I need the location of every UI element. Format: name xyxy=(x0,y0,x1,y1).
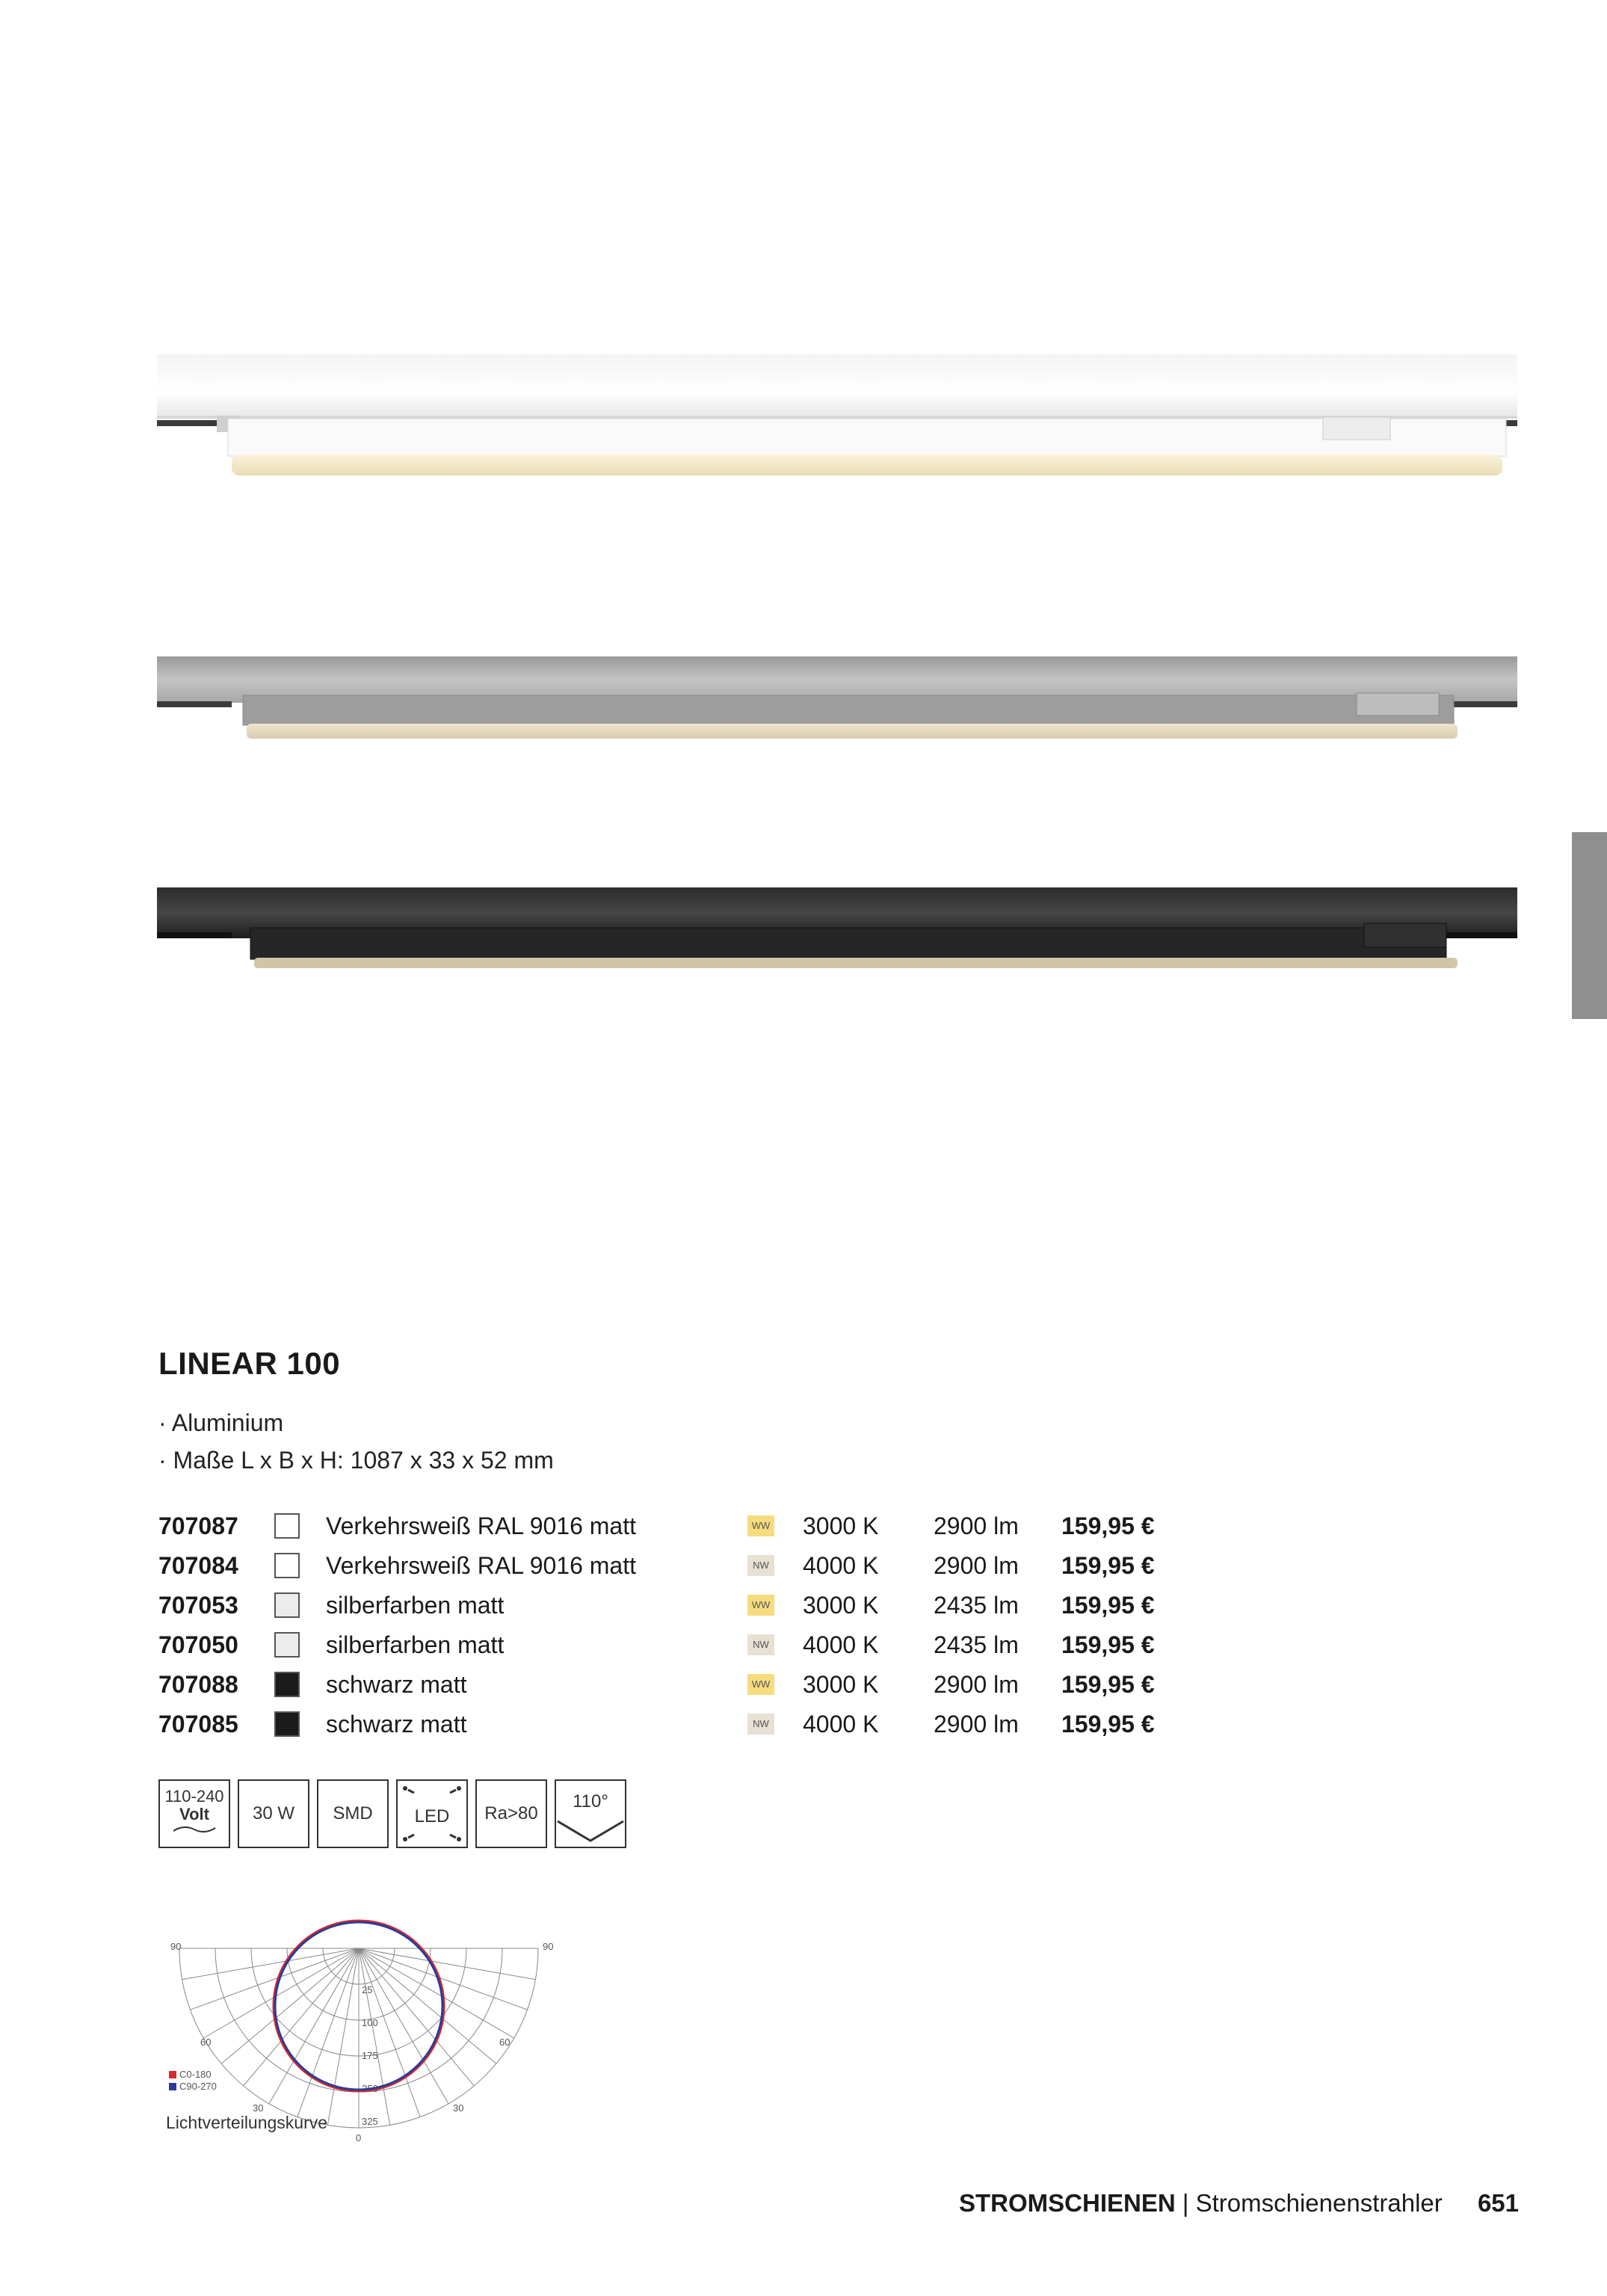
voltage-icon xyxy=(158,1779,230,1848)
legend-swatch-c90-270 xyxy=(169,2083,176,2090)
product-image-silver xyxy=(157,652,1517,749)
feature-dimensions: · Maße L x B x H: 1087 x 33 x 52 mm xyxy=(158,1447,554,1474)
footer-separator: | xyxy=(1182,2189,1189,2217)
chart-radial-label: 325 xyxy=(362,2116,378,2127)
color-temperature-badge: NW xyxy=(747,1714,774,1735)
voltage-unit: Volt xyxy=(179,1805,209,1823)
chart-radial-label: 100 xyxy=(362,2017,378,2028)
color-name: schwarz matt xyxy=(326,1711,467,1738)
color-swatch xyxy=(274,1513,300,1539)
color-temperature: 3000 K xyxy=(803,1592,879,1619)
beam-angle-icon xyxy=(555,1779,626,1848)
color-swatch xyxy=(274,1711,300,1737)
chart-angle-label: 90 xyxy=(543,1941,554,1952)
price: 159,95 € xyxy=(1061,1592,1155,1619)
product-image-white xyxy=(157,351,1517,493)
color-name: silberfarben matt xyxy=(326,1631,505,1658)
legend-swatch-c0-180 xyxy=(169,2071,176,2078)
price: 159,95 € xyxy=(1061,1512,1155,1539)
luminous-flux: 2900 lm xyxy=(934,1711,1019,1738)
article-number: 707087 xyxy=(158,1512,238,1539)
variant-row xyxy=(158,1665,1205,1704)
price: 159,95 € xyxy=(1061,1631,1155,1658)
variant-row xyxy=(158,1586,1205,1625)
price: 159,95 € xyxy=(1061,1671,1155,1698)
chart-caption: Lichtverteilungskurve xyxy=(166,2113,328,2132)
color-temperature-badge: WW xyxy=(747,1515,774,1536)
chart-angle-label: 30 xyxy=(453,2102,464,2114)
article-number: 707085 xyxy=(158,1711,238,1738)
price: 159,95 € xyxy=(1061,1552,1155,1579)
color-swatch xyxy=(274,1672,300,1697)
color-temperature-badge: WW xyxy=(747,1674,774,1695)
color-name: schwarz matt xyxy=(326,1671,467,1698)
chart-angle-label: 60 xyxy=(499,2037,511,2048)
color-temperature: 4000 K xyxy=(803,1711,879,1738)
article-number: 707053 xyxy=(158,1592,238,1619)
feature-material: · Aluminium xyxy=(158,1409,284,1436)
variant-row xyxy=(158,1705,1205,1743)
color-swatch xyxy=(274,1632,300,1658)
wave-icon xyxy=(172,1824,217,1835)
led-icon xyxy=(396,1779,468,1848)
footer-subsection: Stromschienenstrahler xyxy=(1195,2189,1443,2217)
voltage-range: 110-240 xyxy=(164,1787,224,1806)
product-title: LINEAR 100 xyxy=(158,1346,341,1381)
color-temperature: 4000 K xyxy=(803,1631,879,1658)
variant-row xyxy=(158,1625,1205,1664)
luminous-flux: 2900 lm xyxy=(934,1671,1019,1698)
color-temperature: 3000 K xyxy=(803,1512,879,1539)
wattage-icon: 30 W xyxy=(238,1779,309,1848)
legend-label-c0-180: C0-180 xyxy=(179,2069,212,2080)
legend-label-c90-270: C90-270 xyxy=(179,2081,217,2092)
footer xyxy=(959,2189,1519,2217)
chart-legend xyxy=(169,2069,217,2092)
color-name: Verkehrsweiß RAL 9016 matt xyxy=(326,1552,636,1579)
article-number: 707050 xyxy=(158,1631,238,1658)
chart-angle-label: 60 xyxy=(200,2037,212,2048)
footer-section: STROMSCHIENEN xyxy=(959,2189,1176,2217)
page-number: 651 xyxy=(1477,2189,1519,2217)
color-temperature-badge: NW xyxy=(747,1634,774,1655)
luminous-flux: 2900 lm xyxy=(934,1552,1019,1579)
ra-icon: Ra>80 xyxy=(475,1779,547,1848)
led-label: LED xyxy=(414,1806,450,1826)
color-name: silberfarben matt xyxy=(326,1592,505,1619)
color-name: Verkehrsweiß RAL 9016 matt xyxy=(326,1512,636,1539)
luminous-flux: 2435 lm xyxy=(934,1592,1019,1619)
article-number: 707084 xyxy=(158,1552,238,1579)
chart-angle-label: 0 xyxy=(356,2132,362,2143)
color-swatch xyxy=(274,1592,300,1618)
color-swatch xyxy=(274,1553,300,1578)
article-number: 707088 xyxy=(158,1671,238,1698)
chart-angle-label: 90 xyxy=(170,1941,182,1952)
color-temperature-badge: WW xyxy=(747,1595,774,1616)
beam-cone-icon xyxy=(556,1815,625,1845)
color-temperature: 3000 K xyxy=(803,1671,879,1698)
variant-row xyxy=(158,1506,1205,1545)
color-temperature: 4000 K xyxy=(803,1552,879,1579)
chart-radial-label: 25 xyxy=(362,1984,373,1995)
luminous-flux: 2435 lm xyxy=(934,1631,1019,1658)
chart-radial-label: 175 xyxy=(362,2050,378,2061)
chart-radial-label: 250 xyxy=(362,2083,378,2094)
smd-icon: SMD xyxy=(317,1779,389,1848)
color-temperature-badge: NW xyxy=(747,1555,774,1576)
price: 159,95 € xyxy=(1061,1711,1155,1738)
beam-angle-label: 110° xyxy=(573,1791,608,1812)
side-tab-marker xyxy=(1572,832,1607,1019)
luminous-flux: 2900 lm xyxy=(934,1512,1019,1539)
product-image-black xyxy=(157,886,1517,979)
variant-row xyxy=(158,1546,1205,1585)
chart-angle-label: 30 xyxy=(253,2102,264,2114)
